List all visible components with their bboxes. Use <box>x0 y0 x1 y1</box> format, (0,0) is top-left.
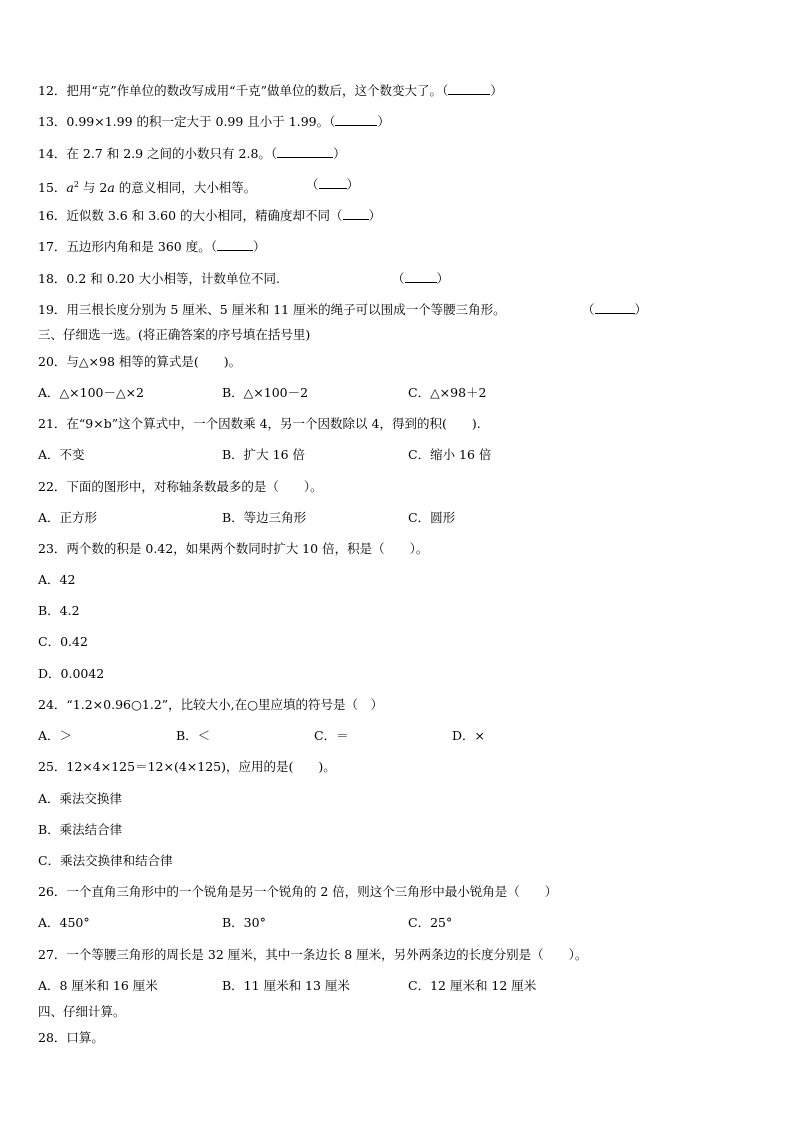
exponent: 2 <box>73 180 79 189</box>
question-18 <box>38 270 280 288</box>
question-23-stem: 23．两个数的积是 0.42，如果两个数同时扩大 10 倍，积是（ ）。 <box>38 541 429 556</box>
paren-close: ） <box>377 114 390 129</box>
answer-blank[interactable] <box>343 207 369 220</box>
option-c[interactable]: C．25° <box>408 915 453 930</box>
option-b[interactable]: B．11 厘米和 13 厘米 <box>222 978 350 993</box>
paren-close: ） <box>333 146 346 161</box>
option-c[interactable]: C．△×98＋2 <box>408 385 487 400</box>
answer-blank[interactable] <box>405 270 437 283</box>
question-21-stem: 21．在“9×b”这个算式中，一个因数乘 4，另一个因数除以 4，得到的积( ). <box>38 416 481 431</box>
option-b[interactable]: B．＜ <box>176 728 211 743</box>
question-26-stem: 26．一个直角三角形中的一个锐角是另一个锐角的 2 倍，则这个三角形中最小锐角是（ ） <box>38 884 558 899</box>
paren-open: （ <box>392 271 405 286</box>
answer-blank[interactable] <box>319 176 347 189</box>
question-15-text: 的意义相同，大小相等。 <box>114 180 257 196</box>
option-d[interactable]: D．× <box>452 728 485 743</box>
question-17-text: 17．五边形内角和是 360 度。（ <box>38 239 217 254</box>
variable-a: a <box>66 180 74 196</box>
question-19 <box>38 301 506 319</box>
option-c[interactable]: C．0.42 <box>38 634 88 649</box>
paren-close: ） <box>490 83 503 98</box>
question-12-text: 12．把用“克”作单位的数改写成用“千克”做单位的数后，这个数变大了。（ <box>38 83 449 98</box>
option-b[interactable]: B．4.2 <box>38 603 80 618</box>
option-d[interactable]: D．0.0042 <box>38 666 105 681</box>
question-27-stem: 27．一个等腰三角形的周长是 32 厘米，其中一条边长 8 厘米，另外两条边的长度分别是（ ）。 <box>38 947 588 962</box>
question-16 <box>38 207 381 225</box>
question-20-stem: 20．与△×98 相等的算式是( )。 <box>38 354 242 369</box>
section-4-heading: 四、仔细计算。 <box>38 1004 126 1019</box>
question-13-text: 13．0.99×1.99 的积一定大于 0.99 且小于 1.99。（ <box>38 114 336 129</box>
option-b[interactable]: B．△×100－2 <box>222 385 309 400</box>
option-a[interactable]: A．＞ <box>38 728 73 743</box>
question-25-stem: 25．12×4×125＝12×(4×125)，应用的是( )。 <box>38 759 336 774</box>
paren-open: （ <box>582 302 595 317</box>
paren-close: ） <box>436 271 450 286</box>
option-b[interactable]: B．乘法结合律 <box>38 822 123 837</box>
option-a[interactable]: A．8 厘米和 16 厘米 <box>38 978 158 993</box>
paren-close: ） <box>346 177 360 192</box>
paren-open: （ <box>306 177 319 192</box>
question-28-stem: 28．口算。 <box>38 1030 104 1045</box>
answer-blank[interactable] <box>277 145 333 158</box>
paren-close: ） <box>368 208 382 223</box>
question-12 <box>38 82 503 100</box>
question-14 <box>38 145 346 163</box>
option-c[interactable]: C．乘法交换律和结合律 <box>38 853 173 868</box>
variable-a: a <box>107 180 115 196</box>
option-c[interactable]: C．缩小 16 倍 <box>408 447 492 462</box>
section-3-heading: 三、仔细选一选。(将正确答案的序号填在括号里) <box>38 327 311 342</box>
option-c[interactable]: C．圆形 <box>408 510 456 525</box>
option-b[interactable]: B．等边三角形 <box>222 510 307 525</box>
answer-blank[interactable] <box>595 301 635 314</box>
question-15-number: 15． <box>38 180 67 196</box>
paren-close: ） <box>252 239 266 254</box>
option-a[interactable]: A．△×100－△×2 <box>38 385 145 400</box>
option-a[interactable]: A．乘法交换律 <box>38 791 123 806</box>
option-a[interactable]: A．不变 <box>38 447 85 462</box>
question-22-stem: 22．下面的图形中，对称轴条数最多的是（ ）。 <box>38 479 323 494</box>
question-18-answer <box>392 270 449 288</box>
option-a[interactable]: A．正方形 <box>38 510 98 525</box>
question-15-text: 与 2 <box>78 180 108 196</box>
answer-blank[interactable] <box>448 82 490 95</box>
paren-close: ） <box>634 302 648 317</box>
option-c[interactable]: C．12 厘米和 12 厘米 <box>408 978 537 993</box>
question-14-text: 14．在 2.7 和 2.9 之间的小数只有 2.8。（ <box>38 146 278 161</box>
question-19-answer <box>582 301 647 319</box>
question-18-text: 18．0.2 和 0.20 大小相等，计数单位不同. <box>38 271 281 286</box>
option-b[interactable]: B．30° <box>222 915 266 930</box>
question-15-answer <box>306 176 359 194</box>
question-17 <box>38 238 265 256</box>
question-24-stem: 24．“1.2×0.96○1.2”，比较大小,在○里应填的符号是（ ） <box>38 697 384 712</box>
option-c[interactable]: C．＝ <box>314 728 349 743</box>
question-19-text: 19．用三根长度分别为 5 厘米、5 厘米和 11 厘米的绳子可以围成一个等腰三角形。 <box>38 302 506 317</box>
answer-blank[interactable] <box>335 113 377 126</box>
option-a[interactable]: A．450° <box>38 915 90 930</box>
question-16-text: 16．近似数 3.6 和 3.60 的大小相同，精确度却不同（ <box>38 208 343 223</box>
answer-blank[interactable] <box>217 238 253 251</box>
option-b[interactable]: B．扩大 16 倍 <box>222 447 306 462</box>
question-15 <box>38 176 256 197</box>
option-a[interactable]: A．42 <box>38 572 76 587</box>
question-13 <box>38 113 390 131</box>
